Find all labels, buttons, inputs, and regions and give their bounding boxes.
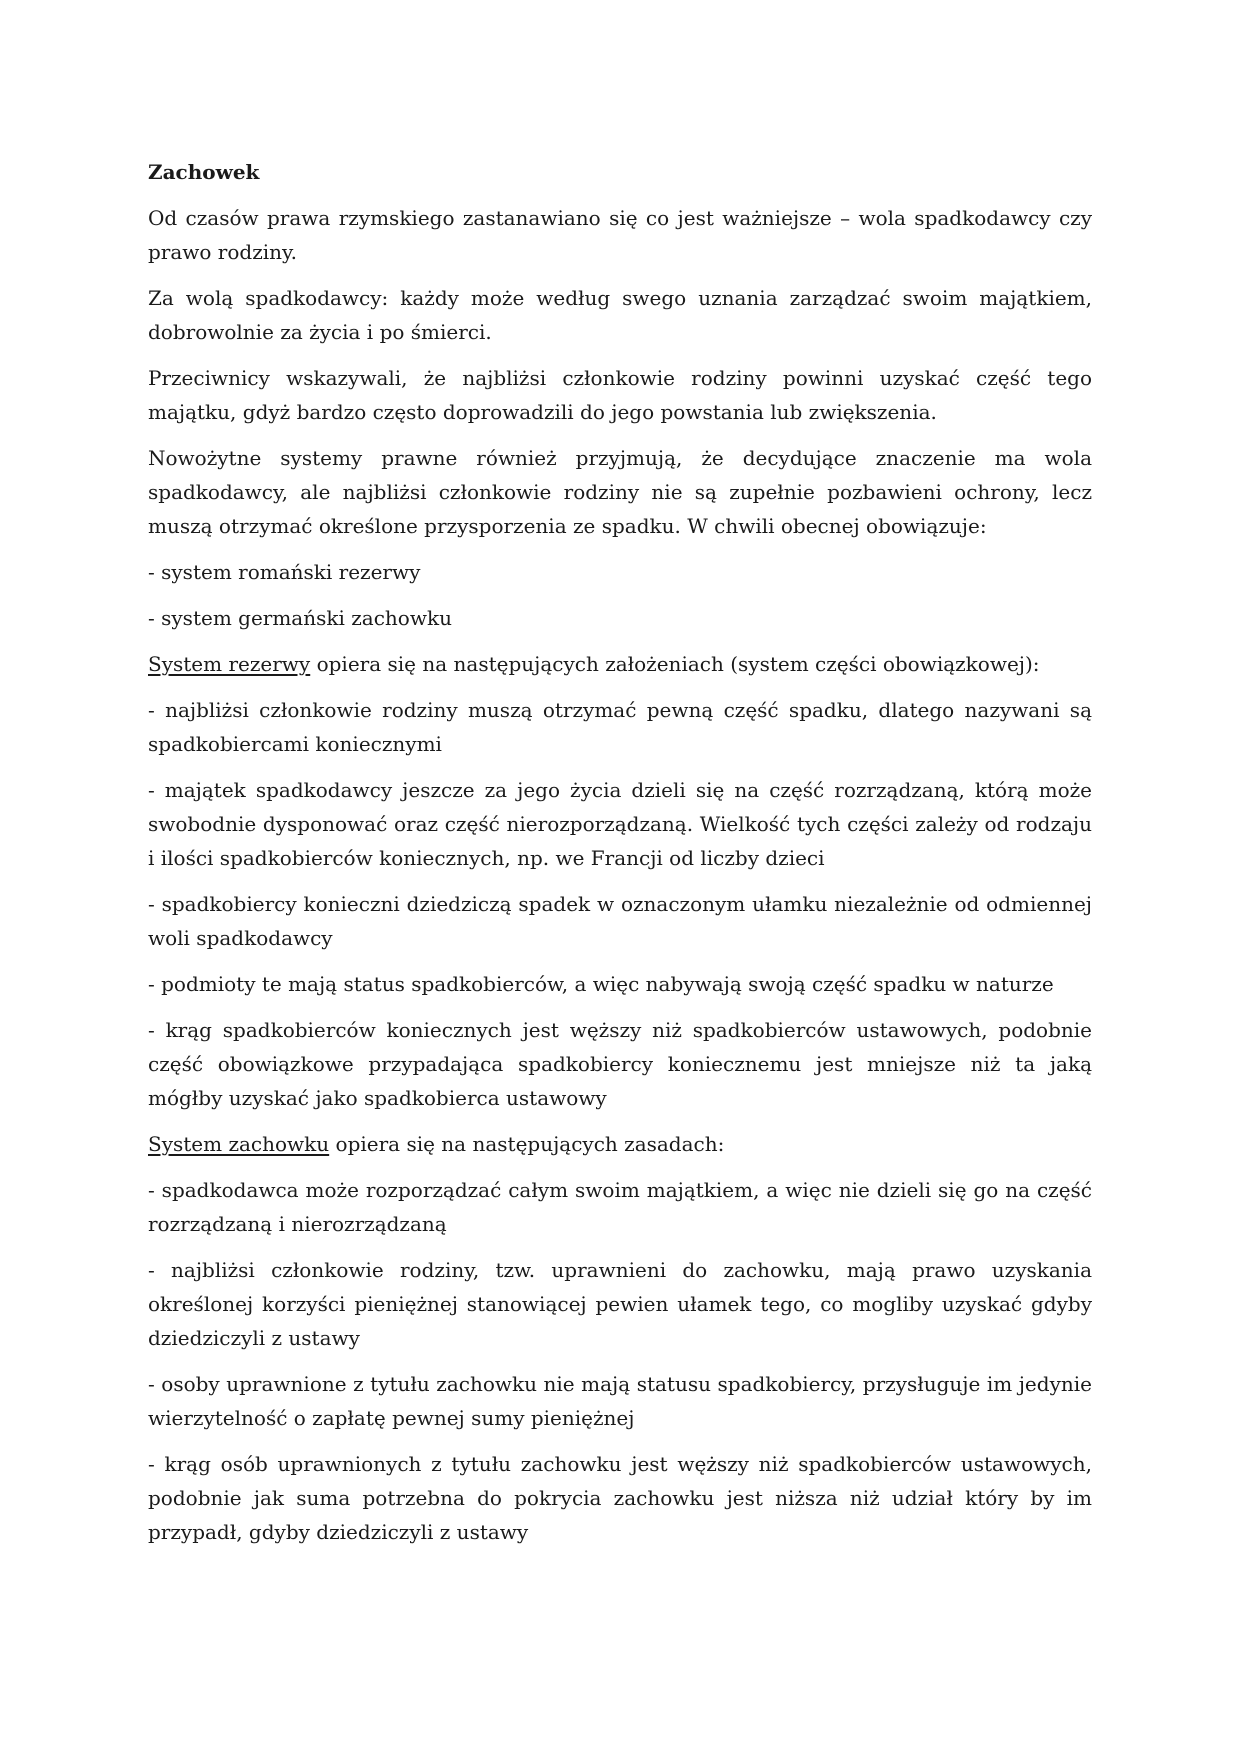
legitime-point: - krąg osób uprawnionych z tytułu zachowku jest węższy niż spadkobierców ustawowych, podobnie jak suma potrzebna do pokrycia zachowku jest niższa niż udział który by im przypadł, gdyby dziedziczyli z ustawy	[148, 1452, 1092, 1544]
legitime-system-intro	[148, 1127, 1092, 1161]
legitime-point: - spadkodawca może rozporządzać całym swoim majątkiem, a więc nie dzieli się go na część rozrządzaną i nierozrządzaną	[148, 1178, 1092, 1236]
reserve-point: - podmioty te mają status spadkobierców, a więc nabywają swoją część spadku w naturze	[148, 972, 1054, 996]
legitime-system-heading: System zachowku	[148, 1132, 330, 1156]
intro-paragraph: Od czasów prawa rzymskiego zastanawiano się co jest ważniejsze – wola spadkodawcy czy prawo rodziny.	[148, 206, 1092, 264]
document-title: Zachowek	[148, 160, 260, 184]
reserve-point: - krąg spadkobierców koniecznych jest węższy niż spadkobierców ustawowych, podobnie część obowiązkowe przypadająca spadkobiercy koniecznemu jest mniejsze niż ta jaką mógłby uzyskać jako spadkobierca ustawowy	[148, 1018, 1092, 1110]
modern-systems-paragraph: Nowożytne systemy prawne również przyjmują, że decydujące znaczenie ma wola spadkodawcy, ale najbliżsi członkowie rodziny nie są zupełnie pozbawieni ochrony, lecz muszą otrzymać określone przysporzenia ze spadku. W chwili obecnej obowiązuje:	[148, 446, 1092, 538]
system-item-germanic: - system germański zachowku	[148, 606, 452, 630]
reserve-point: - najbliżsi członkowie rodziny muszą otrzymać pewną część spadku, dlatego nazywani są spadkobiercami koniecznymi	[148, 698, 1092, 756]
document-page	[148, 155, 1092, 1561]
legitime-point: - najbliżsi członkowie rodziny, tzw. uprawnieni do zachowku, mają prawo uzyskania określonej korzyści pieniężnej stanowiącej pewien ułamek tego, co mogliby uzyskać gdyby dziedziczyli z ustawy	[148, 1258, 1092, 1350]
legitime-point: - osoby uprawnione z tytułu zachowku nie mają statusu spadkobiercy, przysługuje im jedynie wierzytelność o zapłatę pewnej sumy pieniężnej	[148, 1372, 1092, 1430]
reserve-system-intro	[148, 647, 1092, 681]
opponents-paragraph: Przeciwnicy wskazywali, że najbliżsi członkowie rodziny powinni uzyskać część tego majątku, gdyż bardzo często doprowadzili do jego powstania lub zwiększenia.	[148, 366, 1092, 424]
reserve-system-heading: System rezerwy	[148, 652, 311, 676]
reserve-point: - spadkobiercy konieczni dziedziczą spadek w oznaczonym ułamku niezależnie od odmiennej woli spadkodawcy	[148, 892, 1092, 950]
reserve-system-intro-text: opiera się na następujących założeniach (system części obowiązkowej):	[310, 652, 1040, 676]
system-item-romanesque: - system romański rezerwy	[148, 560, 421, 584]
reserve-point: - majątek spadkodawcy jeszcze za jego życia dzieli się na część rozrządzaną, którą może swobodnie dysponować oraz część nierozporządzaną. Wielkość tych części zależy od rodzaju i ilości spadkobierców koniecznych, np. we Francji od liczby dzieci	[148, 778, 1092, 870]
legitime-system-intro-text: opiera się na następujących zasadach:	[329, 1132, 725, 1156]
will-paragraph: Za wolą spadkodawcy: każdy może według swego uznania zarządzać swoim majątkiem, dobrowolnie za życia i po śmierci.	[148, 286, 1092, 344]
